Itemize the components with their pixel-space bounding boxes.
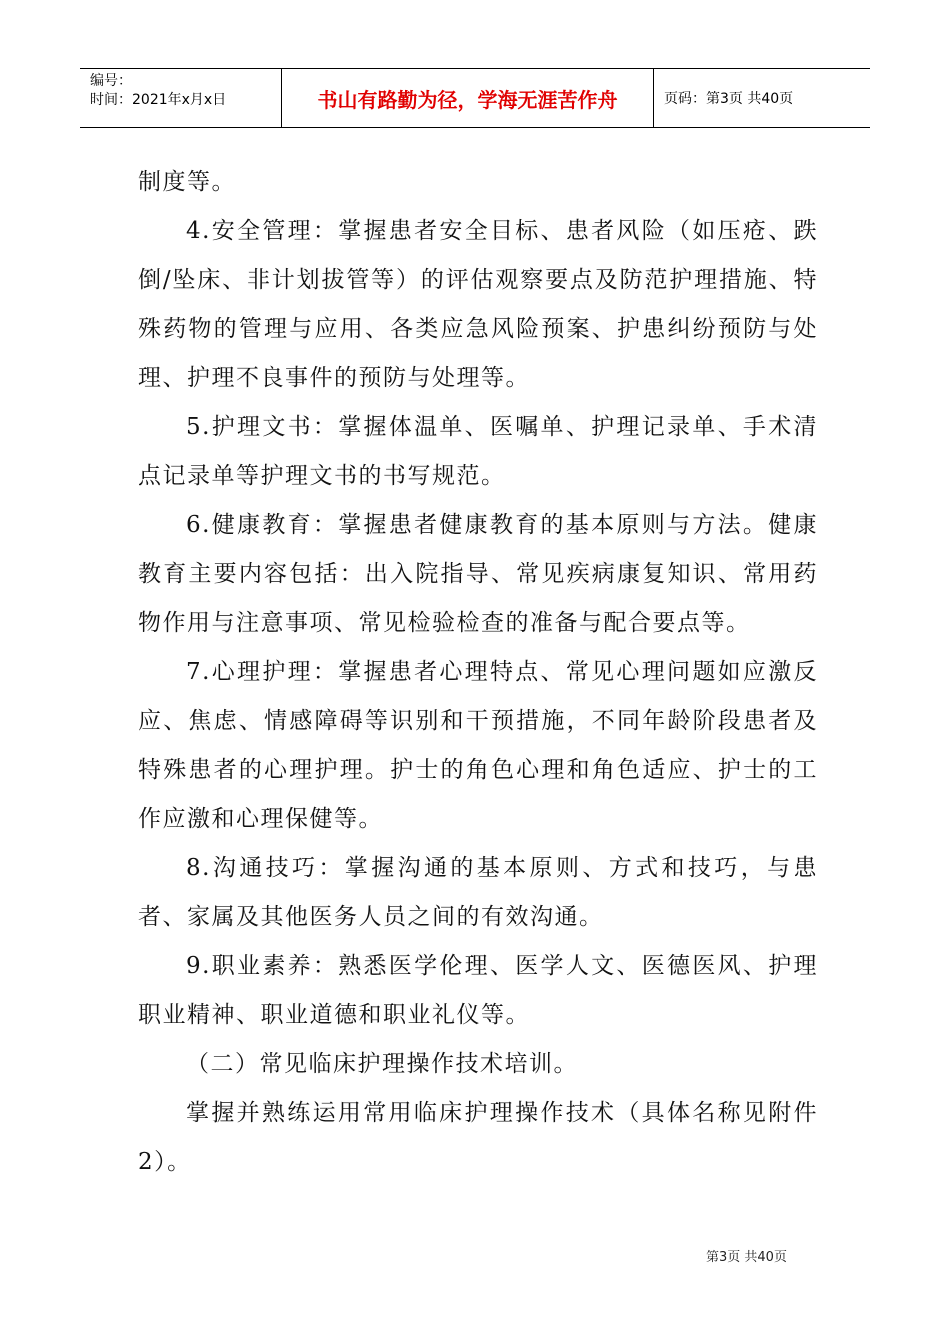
page-header — [80, 68, 870, 128]
paragraph-continuation: 制度等。 — [138, 169, 236, 195]
paragraph-safety-management: 4.安全管理：掌握患者安全目标、患者风险（如压疮、跌倒/坠床、非计划拔管等）的评估观察要点及防范护理措施、特殊药物的管理与应用、各类应急风险预案、护患纠纷预防与处理、护理不良事件的预防与处理等。 — [138, 218, 818, 391]
paragraph-clinical-skills: 掌握并熟练运用常用临床护理操作技术（具体名称见附件2）。 — [138, 1100, 818, 1175]
document-date-label: 时间：2021年x月x日 — [90, 92, 227, 108]
header-page-cell — [654, 69, 870, 127]
paragraph-communication-skills: 8.沟通技巧：掌握沟通的基本原则、方式和技巧，与患者、家属及其他医务人员之间的有效沟通。 — [138, 855, 818, 930]
section-heading-clinical-skills: （二）常见临床护理操作技术培训。 — [186, 1051, 578, 1077]
page-footer: 第3页 共40页 — [706, 1250, 787, 1265]
document-number-label: 编号： — [90, 73, 132, 89]
document-body — [138, 158, 818, 1187]
paragraph-psychological-care: 7.心理护理：掌握患者心理特点、常见心理问题如应激反应、焦虑、情感障碍等识别和干预措施，不同年龄阶段患者及特殊患者的心理护理。护士的角色心理和角色适应、护士的工作应激和心理保健等。 — [138, 659, 818, 832]
paragraph-nursing-documents: 5.护理文书：掌握体温单、医嘱单、护理记录单、手术清点记录单等护理文书的书写规范。 — [138, 414, 818, 489]
header-motto: 书山有路勤为径，学海无涯苦作舟 — [317, 87, 618, 112]
paragraph-health-education: 6.健康教育：掌握患者健康教育的基本原则与方法。健康教育主要内容包括：出入院指导、常见疾病康复知识、常用药物作用与注意事项、常见检验检查的准备与配合要点等。 — [138, 512, 818, 636]
header-meta — [80, 69, 282, 127]
header-motto-cell — [282, 69, 654, 127]
header-page-number: 页码：第3页 共40页 — [664, 91, 794, 107]
paragraph-professional-quality: 9.职业素养：熟悉医学伦理、医学人文、医德医风、护理职业精神、职业道德和职业礼仪等。 — [138, 953, 818, 1028]
